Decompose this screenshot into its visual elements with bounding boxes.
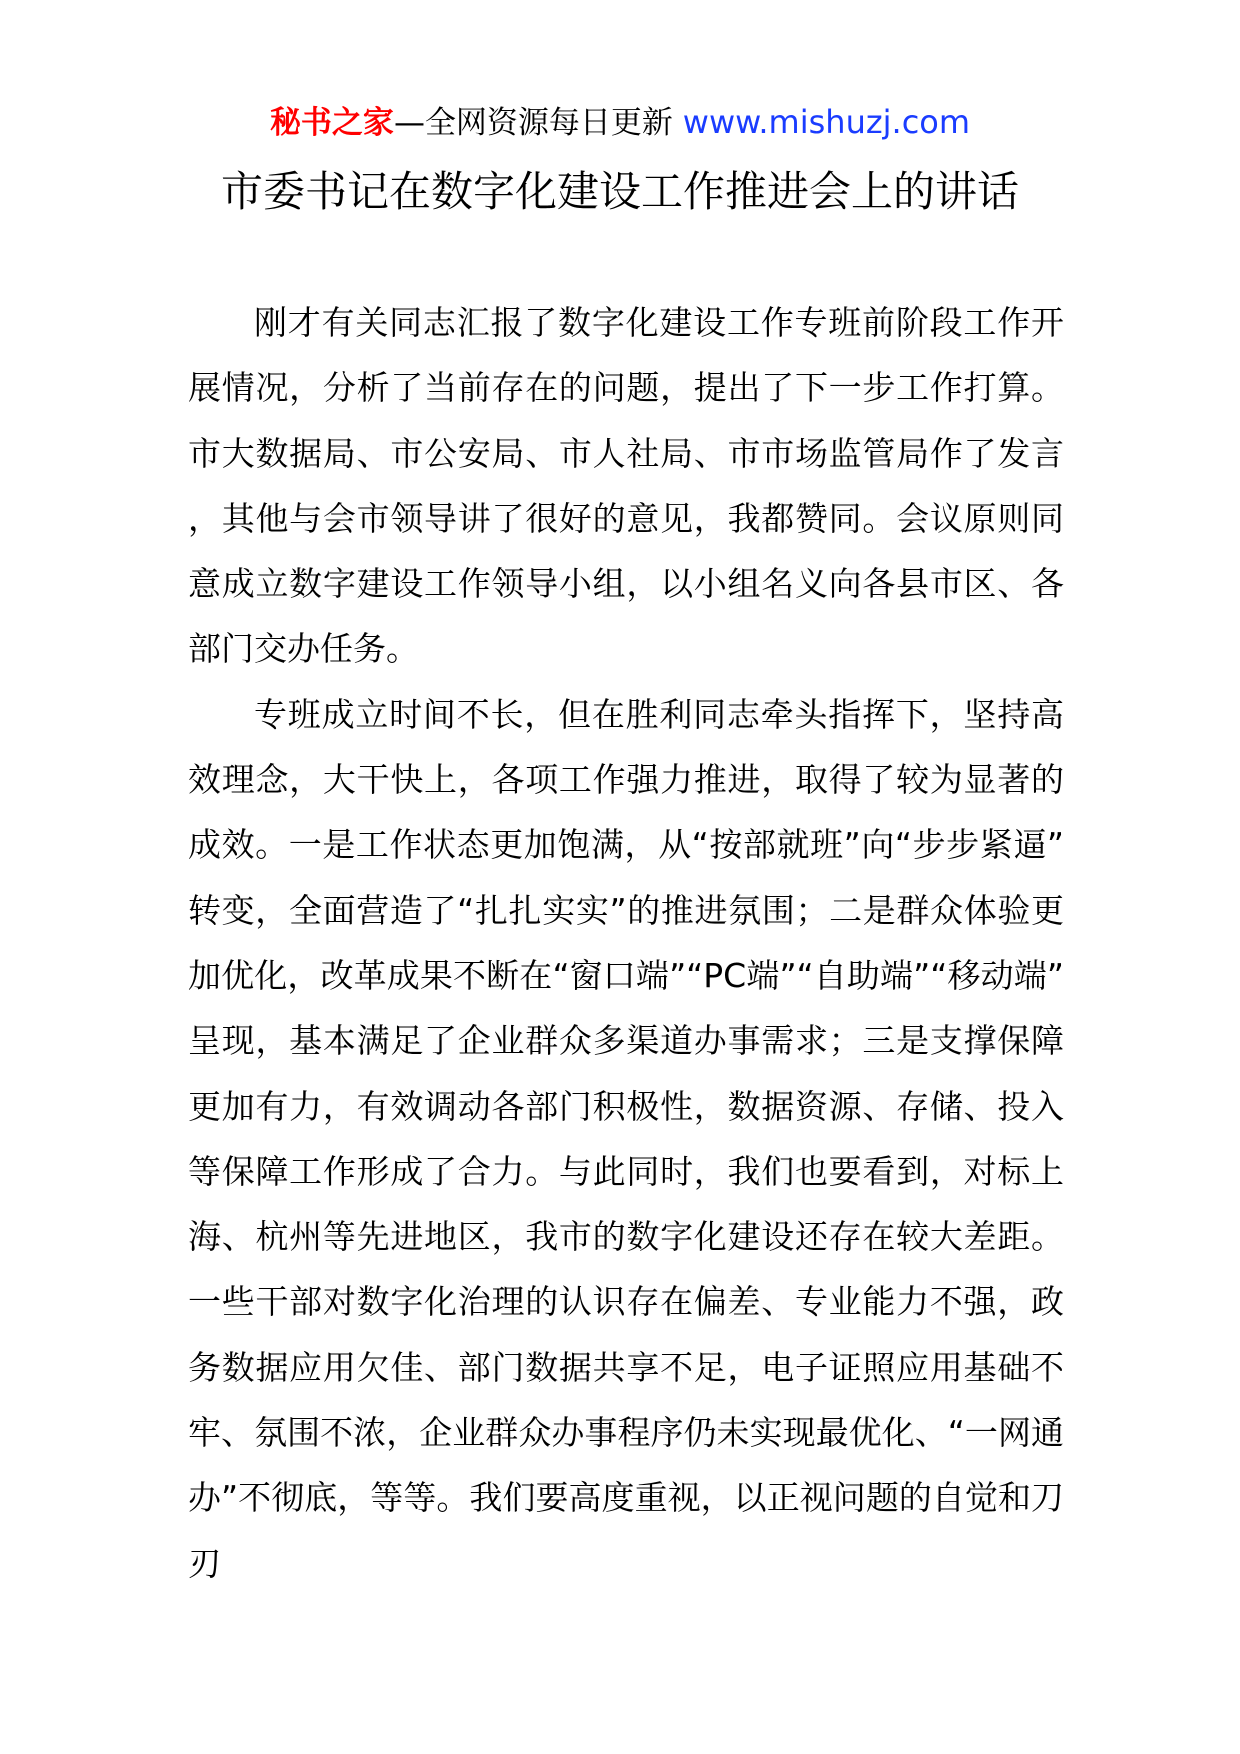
site-tagline: —全网资源每日更新 — [393, 105, 673, 141]
paragraph: 专班成立时间不长，但在胜利同志牵头指挥下，坚持高效理念，大干快上，各项工作强力推进，取得了较为显著的成效。一是工作状态更加饱满，从“按部就班”向“步步紧逼”转变，全面营造了“扎扎实实”的推进氛围；二是群众体验更加优化，改革成果不断在“窗口端”“PC端”“自助端”“移动端”呈现，基本满足了企业群众多渠道办事需求；三是支撑保障更加有力，有效调动各部门积极性，数据资源、存储、投入等保障工作形成了合力。与此同时，我们也要看到，对标上海、杭州等先进地区，我市的数字化建设还存在较大差距。一些干部对数字化治理的认识存在偏差、专业能力不强，政务数据应用欠佳、部门数据共享不足，电子证照应用基础不牢、氛围不浓，企业群众办事程序仍未实现最优化、“一网通办”不彻底，等等。我们要高度重视，以正视问题的自觉和刀刃 — [188, 694, 1064, 1583]
paragraph: 刚才有关同志汇报了数字化建设工作专班前阶段工作开展情况，分析了当前存在的问题，提出了下一步工作打算。市大数据局、市公安局、市人社局、市市场监管局作了发言，其他与会市领导讲了很好的意见，我都赞同。会议原则同意成立数字建设工作领导小组，以小组名义向各县市区、各部门交办任务。 — [188, 303, 1064, 669]
site-url-link[interactable]: www.mishuzj.com — [682, 103, 971, 141]
document-body — [188, 290, 1064, 1596]
site-brand: 秘书之家 — [269, 105, 394, 141]
site-header — [0, 100, 1240, 145]
document-title: 市委书记在数字化建设工作推进会上的讲话 — [220, 167, 1019, 216]
